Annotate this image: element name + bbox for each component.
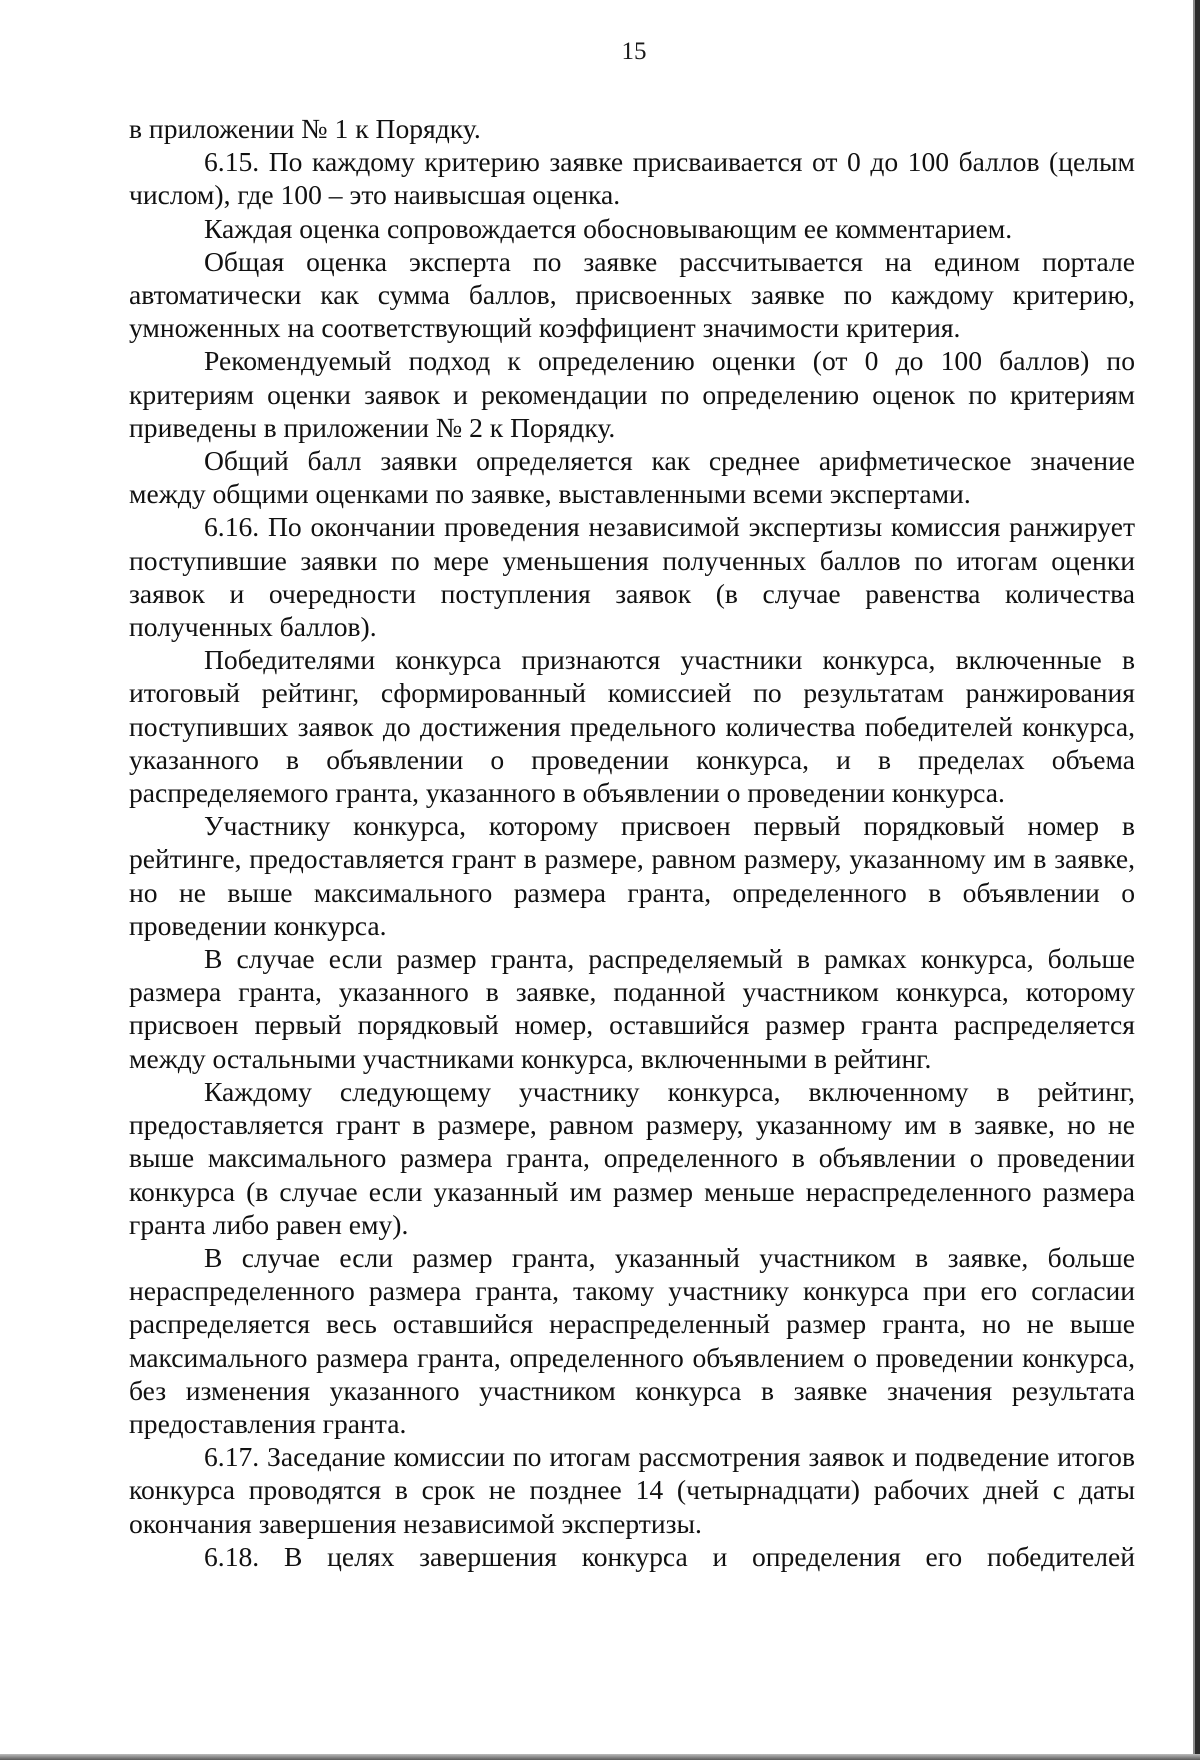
document-body [129,112,1135,1573]
paragraph-6-16: 6.16. По окончании проведения независимой экспертизы комиссия ранжирует поступившие заявки по мере уменьшения полученных баллов по итогам оценки заявок и очередности поступления заявок (в случае равенства количества полученных баллов). [129,511,1135,643]
paragraph-first-participant: Участнику конкурса, которому присвоен первый порядковый номер в рейтинге, предоставляется грант в размере, равном размеру, указанному им в заявке, но не выше максимального размера гранта, определенного в объявлении о проведении конкурса. [129,810,1135,941]
paragraph-recommended-approach: Рекомендуемый подход к определению оценки (от 0 до 100 баллов) по критериям оценки заявок и рекомендации по определению оценок по критериям приведены в приложении № 2 к Порядку. [129,345,1135,443]
paragraph-continuation: в приложении № 1 к Порядку. [129,113,481,144]
scan-right-edge [1195,0,1200,1760]
paragraph-6-18: 6.18. В целях завершения конкурса и определения его победителей [204,1540,1135,1572]
scan-bottom-edge [0,1754,1200,1760]
page-number: 15 [621,38,647,65]
paragraph-6-15: 6.15. По каждому критерию заявке присваивается от 0 до 100 баллов (целым числом), где 100 – это наивысшая оценка. [129,146,1135,211]
paragraph-next-participant: Каждому следующему участнику конкурса, включенному в рейтинг, предоставляется грант в размере, равном размеру, указанному им в заявке, но не выше максимального размера гранта, определенного в объявлении о проведении конкурса (в случае если указанный им размер меньше нераспределенного размера гранта либо равен ему). [129,1075,1135,1240]
paragraph-remaining-grant: В случае если размер гранта, распределяемый в рамках конкурса, больше размера гранта, указанного в заявке, поданной участником конкурса, которому присвоен первый порядковый номер, оставшийся размер гранта распределяется между остальными участниками конкурса, включенными в рейтинг. [129,943,1135,1074]
paragraph-winners: Победителями конкурса признаются участники конкурса, включенные в итоговый рейтинг, сформированный комиссией по результатам ранжирования поступивших заявок до достижения предельного количества победителей конкурса, указанного в объявлении о проведении конкурса, и в пределах объема распределяемого гранта, указанного в объявлении о проведении конкурса. [129,644,1135,809]
paragraph-undistributed-grant: В случае если размер гранта, указанный участником в заявке, больше нераспределенного размера гранта, такому участнику конкурса при его согласии распределяется весь оставшийся нераспределенный размер гранта, но не выше максимального размера гранта, определенного объявлением о проведении конкурса, без изменения указанного участником конкурса в заявке значения результата предоставления гранта. [129,1241,1135,1439]
paragraph-total-score: Общий балл заявки определяется как среднее арифметическое значение между общими оценками по заявке, выставленными всеми экспертами. [129,445,1135,510]
paragraph-comment: Каждая оценка сопровождается обосновывающим ее комментарием. [204,212,1013,244]
paragraph-6-17: 6.17. Заседание комиссии по итогам рассмотрения заявок и подведение итогов конкурса проводятся в срок не позднее 14 (четырнадцати) рабочих дней с даты окончания завершения независимой экспертизы. [129,1441,1135,1539]
paragraph-expert-score: Общая оценка эксперта по заявке рассчитывается на едином портале автоматически как сумма баллов, присвоенных заявке по каждому критерию, умноженных на соответствующий коэффициент значимости критерия. [129,245,1135,344]
